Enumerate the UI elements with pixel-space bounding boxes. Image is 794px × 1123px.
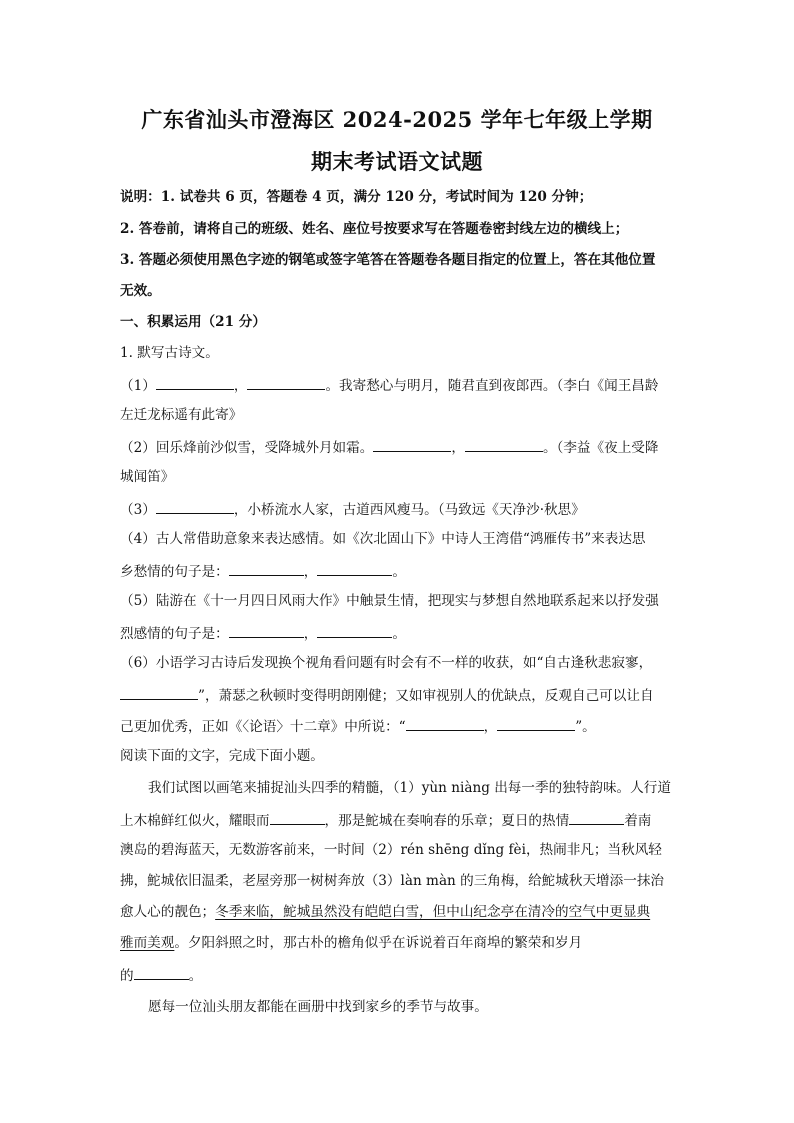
item-2-line-1 — [120, 436, 680, 458]
passage-line-7 — [120, 964, 680, 986]
comma: ， — [303, 626, 318, 642]
answer-blank[interactable] — [120, 684, 198, 700]
answer-blank[interactable] — [247, 374, 325, 390]
comma: ， — [451, 440, 465, 456]
instruction-line-3: 3. 答题必须使用黑色字迹的钢笔或签字笔答在答题卷各题目指定的位置上，答在其他位置 — [120, 252, 656, 268]
passage-line-3: 澳岛的碧海蓝天，无数游客前来，一时间（2）rén shēng dǐng fèi，热闹非凡；当秋风轻 — [120, 842, 662, 858]
item-1-number: （1） — [120, 378, 156, 394]
item-1-line-2: 左迁龙标遥有此寄》 — [120, 407, 243, 423]
comma: ， — [233, 378, 248, 394]
item-2-text: （2）回乐烽前沙似雪，受降城外月如霜。 — [120, 440, 374, 456]
answer-blank[interactable] — [134, 964, 189, 980]
period: 。 — [188, 968, 203, 984]
item-2-line-2: 城闻笛》 — [120, 469, 175, 485]
item-3-number: （3） — [120, 502, 156, 518]
answer-blank[interactable] — [229, 560, 304, 576]
closing-quote: ”。 — [575, 719, 596, 735]
item-4-text: 乡愁情的句子是： — [120, 564, 229, 580]
reading-intro: 阅读下面的文字，完成下面小题。 — [120, 748, 324, 764]
answer-blank[interactable] — [465, 436, 543, 452]
passage-line-1: 我们试图以画笔来捕捉汕头四季的精髓，（1）yùn niàng 出每一季的独特韵味。人行道 — [148, 780, 671, 796]
instruction-line-1: 说明：1. 试卷共 6 页，答题卷 4 页，满分 120 分，考试时间为 120 分钟； — [120, 189, 593, 205]
item-5-line-1: （5）陆游在《十一月四日风雨大作》中触景生情，把现实与梦想自然地联系起来以抒发强 — [120, 593, 659, 609]
answer-blank[interactable] — [317, 622, 392, 638]
instruction-line-4: 无效。 — [120, 283, 161, 299]
item-1-line-1 — [120, 374, 680, 396]
period: 。 — [392, 564, 406, 580]
item-4-line-1: （4）古人常借助意象来表达感情。如《次北固山下》中诗人王湾借“鸿雁传书”来表达思 — [120, 531, 646, 547]
answer-blank[interactable] — [317, 560, 392, 576]
underlined-sentence-end: 雅而美观 — [120, 935, 175, 951]
item-6-text-2: 己更加优秀，正如《〈论语〉十二章》中所说：“ — [120, 719, 406, 735]
passage-paragraph-2: 愿每一位汕头朋友都能在画册中找到家乡的季节与故事。 — [148, 999, 488, 1015]
item-1-text: 。我寄愁心与明月，随君直到夜郎西。（李白《闻王昌龄 — [325, 378, 659, 394]
question-1-label: 1. 默写古诗文。 — [120, 345, 219, 361]
answer-blank[interactable] — [229, 622, 304, 638]
answer-blank[interactable] — [569, 809, 624, 825]
passage-text: 上木棉鲜红似火，耀眼而 — [120, 813, 270, 829]
item-6-line-1: （6）小语学习古诗后发现换个视角看问题有时会有不一样的收获，如“自古逢秋悲寂寥， — [120, 655, 653, 671]
answer-blank[interactable] — [406, 715, 484, 731]
item-3-line-1 — [120, 498, 680, 520]
item-4-line-2 — [120, 560, 680, 582]
comma: ， — [303, 564, 318, 580]
item-3-text: ，小桥流水人家，古道西风瘦马。（马致远《天净沙·秋思》 — [233, 502, 585, 518]
exam-title: 广东省汕头市澄海区 2024-2025 学年七年级上学期 — [141, 107, 653, 132]
item-5-text: 烈感情的句子是： — [120, 626, 229, 642]
item-2-text-end: 。（李益《夜上受降 — [542, 440, 659, 456]
passage-text: 着南 — [624, 813, 652, 829]
passage-line-5 — [120, 902, 680, 922]
item-5-line-2 — [120, 622, 680, 644]
answer-blank[interactable] — [270, 809, 325, 825]
period: 。 — [392, 626, 406, 642]
item-6-text: ”，萧瑟之秋顿时变得明朗刚健；又如审视别人的优缺点，反观自己可以让自 — [198, 688, 654, 704]
item-6-line-3 — [120, 715, 680, 737]
item-6-line-2 — [120, 684, 680, 706]
answer-blank[interactable] — [156, 374, 234, 390]
underlined-sentence: 冬季来临，鮀城虽然没有皑皑白雪，但中山纪念亭在清冷的空气中更显典 — [215, 904, 651, 920]
exam-subtitle: 期末考试语文试题 — [311, 149, 483, 174]
passage-line-2 — [120, 809, 680, 831]
answer-blank[interactable] — [497, 715, 575, 731]
instruction-line-2: 2. 答卷前，请将自己的班级、姓名、座位号按要求写在答题卷密封线左边的横线上； — [120, 221, 629, 237]
comma: ， — [483, 719, 498, 735]
answer-blank[interactable] — [373, 436, 451, 452]
passage-text: ，那是鮀城在奏响春的乐章；夏日的热情 — [324, 813, 570, 829]
passage-text: 愈人心的靓色； — [120, 904, 216, 920]
passage-text: 。夕阳斜照之时，那古朴的檐角似乎在诉说着百年商埠的繁荣和岁月 — [174, 935, 583, 951]
passage-text: 的 — [120, 968, 134, 984]
passage-line-4: 拂，鮀城依旧温柔，老屋旁那一树树奔放（3）làn màn 的三角梅，给鮀城秋天增添一抹治 — [120, 873, 665, 889]
answer-blank[interactable] — [156, 498, 234, 514]
passage-line-6 — [120, 933, 680, 953]
section-heading: 一、积累运用（21 分） — [120, 314, 266, 330]
